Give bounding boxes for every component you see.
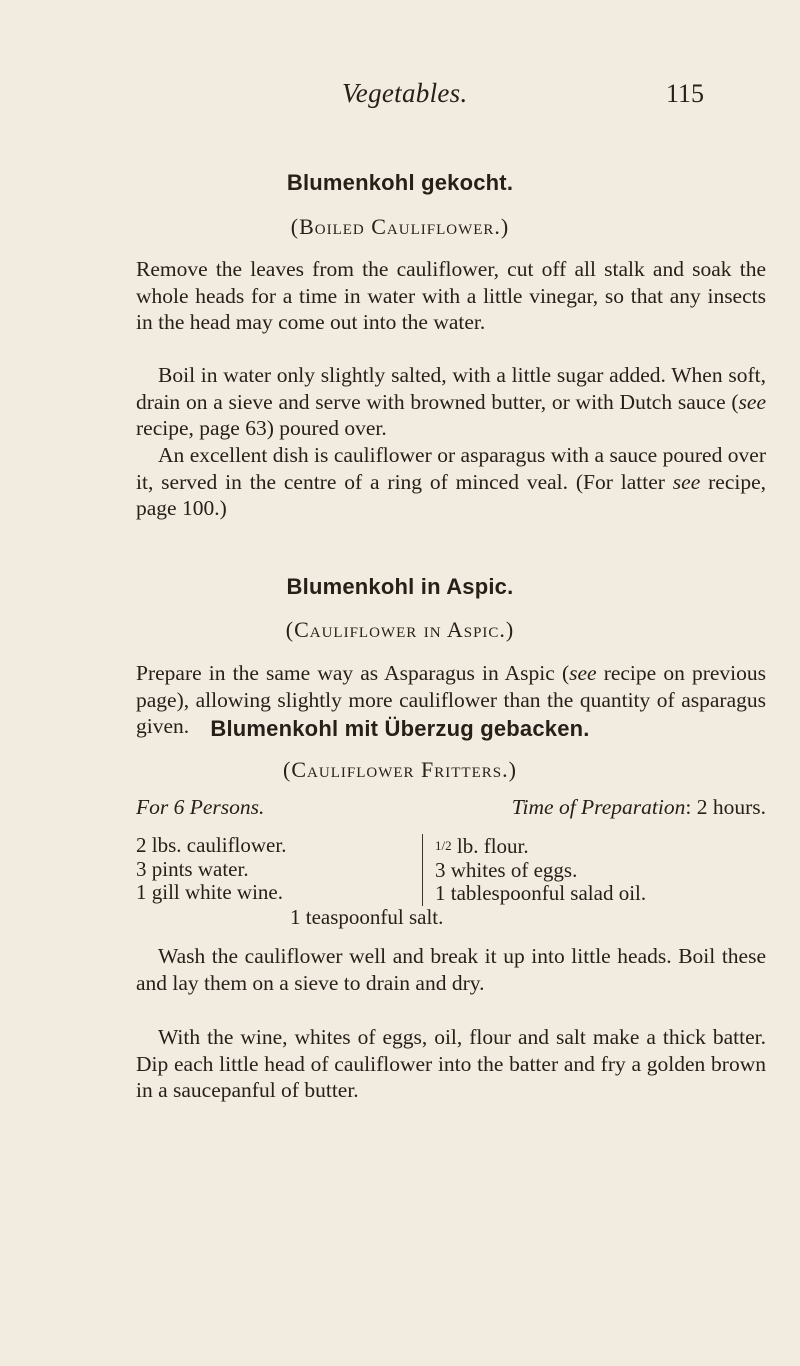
ingredient — [435, 882, 779, 906]
running-title: Vegetables. — [342, 78, 468, 108]
section-title-boiled-cauliflower: Blumenkohl gekocht. — [286, 170, 514, 195]
paragraph-emphasis: see — [569, 661, 597, 685]
preparation-time — [512, 795, 766, 820]
paragraph-text: With the wine, whites of eggs, oil, flour and salt make a thick batter. Dip each little head of cauliflower into the batter and fry a golden brown in a saucepanful of butter. — [136, 1025, 766, 1103]
ingredients-right — [422, 834, 779, 906]
ingredient: 2 lbs. cauliflower. — [136, 833, 287, 857]
paragraph-text: Boil in water only slightly salted, with a little sugar added. When soft, drain on a sieve and serve with browned butter, or with Dutch sauce ( — [136, 363, 766, 414]
recipe-meta — [136, 795, 766, 825]
paragraph — [136, 1024, 766, 1104]
ingredients-left — [136, 834, 426, 905]
ingredient-text: 3 whites of eggs. — [435, 857, 578, 882]
paragraph-text: recipe, page 63) poured over. — [136, 416, 387, 441]
ingredient-fraction: 1/2 — [435, 838, 452, 853]
ingredient: 3 pints water. — [136, 856, 249, 881]
page-number: 115 — [666, 79, 705, 108]
paragraph — [136, 256, 766, 336]
preparation-time-value: : 2 hours. — [685, 795, 766, 819]
paragraph-text: recipe, page 100.) — [136, 469, 766, 521]
section-title-cauliflower-fritters: Blumenkohl mit Überzug gebacken. — [210, 716, 590, 741]
ingredient — [435, 859, 779, 883]
ingredient-text: 1 tablespoonful salad oil. — [435, 881, 647, 905]
paragraph-text: Prepare in the same way as Asparagus in Aspic ( — [136, 661, 570, 685]
paragraph-text: Remove the leaves from the cauliflower, cut off all stalk and soak the whole heads for a time in water with a little vinegar, so that any insects in the head may come out into the water. — [136, 257, 766, 335]
section-subtitle-cauliflower-fritters: (Cauliflower Fritters.) — [283, 757, 517, 782]
paragraph-text: recipe on previous page), allowing slightly more cauliflower than the quantity of asparagus given. — [136, 661, 766, 739]
ingredient: 1 teaspoonful salt. — [290, 905, 444, 929]
paragraph — [136, 442, 766, 522]
paragraph-emphasis: see — [738, 389, 766, 414]
paragraph — [136, 943, 766, 996]
ingredient — [435, 834, 779, 859]
section-title-cauliflower-in-aspic: Blumenkohl in Aspic. — [286, 574, 514, 599]
running-head — [0, 78, 800, 118]
paragraph-emphasis: see — [672, 469, 701, 494]
ingredient-text: lb. flour. — [451, 834, 529, 858]
section-subtitle-boiled-cauliflower: (Boiled Cauliflower.) — [290, 214, 510, 239]
preparation-time-label: Time of Preparation — [511, 795, 686, 819]
paragraph-text: Wash the cauliflower well and break it up into little heads. Boil these and lay them on a sieve to drain and dry. — [136, 944, 766, 995]
section-subtitle-cauliflower-in-aspic: (Cauliflower in Aspic.) — [285, 617, 515, 642]
servings: For 6 Persons. — [136, 795, 265, 819]
paragraph — [136, 362, 766, 442]
paragraph-text: An excellent dish is cauliflower or asparagus with a sauce poured over it, served in the centre of a ring of minced veal. (For latter — [136, 443, 766, 494]
ingredient: 1 gill white wine. — [136, 880, 283, 904]
